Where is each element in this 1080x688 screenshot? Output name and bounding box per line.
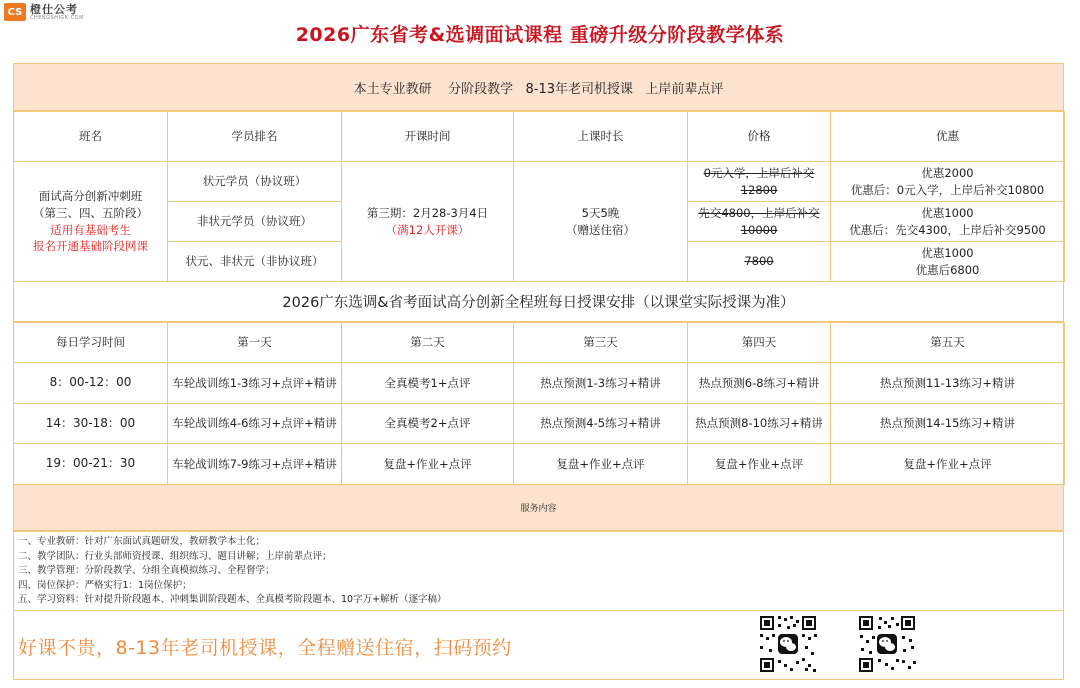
header-study-time: 每日学习时间 [14, 323, 168, 363]
schedule-cell: 热点预测6-8练习+精讲 [688, 363, 831, 404]
header-day-4: 第四天 [688, 323, 831, 363]
class-table [13, 111, 1065, 282]
time-slot: 14：30-18：00 [14, 404, 168, 444]
schedule-cell: 热点预测14-15练习+精讲 [831, 404, 1065, 444]
duration: 5天5晚 [581, 205, 620, 220]
schedule-cell: 热点预测11-13练习+精讲 [831, 363, 1065, 404]
service-item: 五、学习资料：针对提升阶段题本、冲刺集训阶段题本、全真模考阶段题本、10字万+解析（逐字稿） [18, 594, 447, 606]
class-name: 面试高分创新冲刺班 [38, 189, 143, 204]
discount-line: 优惠后6800 [915, 262, 980, 277]
schedule-cell: 热点预测8-10练习+精讲 [688, 404, 831, 444]
schedule-cell: 全真模考2+点评 [342, 404, 514, 444]
schedule-title-band [13, 281, 1064, 322]
start-time-note: （满12人开课） [385, 222, 470, 237]
class-row [14, 162, 1065, 202]
time-slot: 19：00-21：30 [14, 444, 168, 485]
class-note: 适用有基础考生 [50, 222, 131, 237]
slogan: 好课不贵，8-13年老司机授课，全程赠送住宿，扫码预约 [18, 637, 512, 659]
service-item: 二、教学团队：行业头部师资授课、组织练习、题目讲解；上岸前辈点评； [18, 550, 332, 562]
price-line: 先交4800，上岸后补交 [698, 205, 820, 220]
price-line: 12800 [740, 182, 778, 197]
qr-code-icon[interactable] [857, 614, 917, 674]
price-line: 10000 [740, 222, 778, 237]
rank-cell: 非状元学员（协议班） [168, 202, 342, 242]
class-note: 报名开通基础阶段网课 [33, 239, 148, 254]
price-cell [688, 162, 831, 202]
schedule-cell: 全真模考1+点评 [342, 363, 514, 404]
logo-name: 橙仕公考 [30, 2, 78, 16]
header-price: 价格 [688, 112, 831, 162]
rank-cell: 状元学员（协议班） [168, 162, 342, 202]
class-table-header-row [14, 112, 1065, 162]
class-name-cell [14, 162, 168, 282]
service-item: 三、教学管理：分阶段教学、分组全真模拟练习、全程督学； [18, 565, 275, 577]
discount-cell [831, 242, 1065, 282]
service-item: 一、专业教研：针对广东面试真题研发，教研教学本土化； [18, 536, 266, 547]
logo-domain: CHENGSHIGK.COM [30, 14, 84, 21]
discount-line: 优惠2000 [921, 165, 974, 180]
service-item: 四、岗位保护：严格实行1：1岗位保护； [18, 579, 192, 591]
schedule-cell: 复盘+作业+点评 [688, 444, 831, 485]
qr-code-graphic [857, 614, 917, 674]
duration-cell [514, 162, 688, 282]
header-start-time: 开课时间 [342, 112, 514, 162]
start-time-cell [342, 162, 514, 282]
discount-line: 优惠后：0元入学，上岸后补交10800 [850, 182, 1045, 197]
services-title: 服务内容 [520, 504, 557, 514]
duration-note: （赠送住宿） [566, 222, 635, 237]
price-line: 7800 [744, 254, 774, 269]
header-day-5: 第五天 [831, 323, 1065, 363]
intro-text: 本土专业教研 分阶段教学 8-13年老司机授课 上岸前辈点评 [353, 81, 724, 97]
schedule-cell: 车轮战训练1-3练习+点评+精讲 [168, 363, 342, 404]
start-time: 第三期：2月28-3月4日 [366, 205, 489, 220]
intro-band [13, 63, 1064, 111]
header-duration: 上课时长 [514, 112, 688, 162]
schedule-header-row [14, 323, 1065, 363]
discount-cell [831, 162, 1065, 202]
schedule-cell: 复盘+作业+点评 [342, 444, 514, 485]
schedule-title: 2026广东选调&省考面试高分创新全程班每日授课安排（以课堂实际授课为准） [282, 295, 795, 311]
discount-cell [831, 202, 1065, 242]
qr-code-icon[interactable] [758, 614, 818, 674]
schedule-cell: 车轮战训练4-6练习+点评+精讲 [168, 404, 342, 444]
schedule-cell: 热点预测4-5练习+精讲 [514, 404, 688, 444]
price-cell [688, 242, 831, 282]
header-rank: 学员排名 [168, 112, 342, 162]
time-slot: 8：00-12：00 [14, 363, 168, 404]
discount-line: 优惠1000 [921, 205, 974, 220]
logo-mark: CS [4, 3, 26, 21]
page-title: 2026广东省考&选调面试课程 重磅升级分阶段教学体系 [295, 24, 785, 46]
class-stages: （第三、四、五阶段） [33, 205, 148, 220]
header-discount: 优惠 [831, 112, 1065, 162]
rank-cell: 状元、非状元（非协议班） [168, 242, 342, 282]
price-line: 0元入学，上岸后补交 [703, 165, 815, 180]
services-title-band [13, 484, 1064, 531]
schedule-cell: 热点预测1-3练习+精讲 [514, 363, 688, 404]
services-list [13, 531, 1064, 611]
qr-code-graphic [758, 614, 818, 674]
header-day-1: 第一天 [168, 323, 342, 363]
schedule-row [14, 363, 1065, 404]
brand-logo [4, 2, 84, 22]
header-day-2: 第二天 [342, 323, 514, 363]
price-cell [688, 202, 831, 242]
schedule-cell: 复盘+作业+点评 [514, 444, 688, 485]
header-day-3: 第三天 [514, 323, 688, 363]
schedule-row [14, 444, 1065, 485]
schedule-cell: 复盘+作业+点评 [831, 444, 1065, 485]
schedule-cell: 车轮战训练7-9练习+点评+精讲 [168, 444, 342, 485]
discount-line: 优惠后：先交4300，上岸后补交9500 [849, 222, 1046, 237]
discount-line: 优惠1000 [921, 245, 974, 260]
schedule-row [14, 404, 1065, 444]
header-class-name: 班名 [14, 112, 168, 162]
schedule-table [13, 322, 1065, 485]
